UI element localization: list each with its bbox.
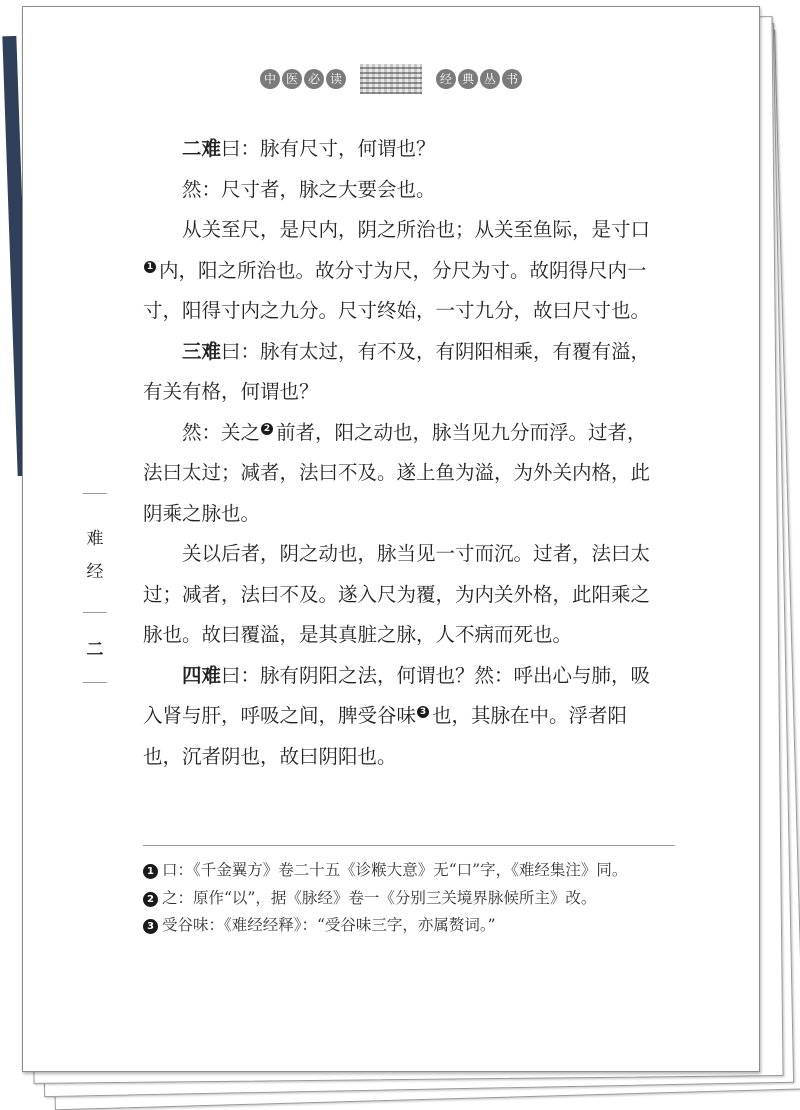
paragraph <box>143 210 663 332</box>
footnotes <box>143 857 677 940</box>
paragraph-text: 从关至尺，是尺内，阴之所治也；从关至鱼际，是寸口 <box>182 218 651 241</box>
footnote-text: 之：原作“以”，据《脉经》卷一《分别三关境界脉候所主》改。 <box>162 888 597 907</box>
side-divider <box>83 493 107 494</box>
series-title-right <box>436 69 522 89</box>
paragraph <box>143 413 663 535</box>
paragraph <box>143 170 663 211</box>
header-char: 书 <box>502 69 522 89</box>
footnote <box>143 912 677 940</box>
paragraph-difficulty-2 <box>143 129 663 170</box>
side-running-title <box>75 493 115 683</box>
series-title-left <box>260 69 346 89</box>
footnote-ref-3[interactable]: 3 <box>417 706 429 718</box>
footnote-ref-1[interactable]: 1 <box>144 261 156 273</box>
section-label: 二难 <box>182 137 222 160</box>
footnote-mark: 2 <box>143 892 158 907</box>
header-char: 丛 <box>480 69 500 89</box>
paragraph-text: 也，其脉在中。浮者阳也，沉者阴也，故曰阴阳也。 <box>143 704 628 768</box>
footnote-mark: 1 <box>143 864 158 879</box>
main-text <box>143 129 663 777</box>
section-label: 三难 <box>182 339 222 363</box>
running-header <box>23 61 759 97</box>
paragraph-difficulty-3 <box>143 332 663 413</box>
paragraph-text: 前者，阳之动也，脉当见九分而浮。过者，法曰太过；减者，法曰不及。遂上鱼为溢，为外关内格，此阴乘之脉也。 <box>143 420 651 525</box>
footnote-mark: 3 <box>143 919 158 934</box>
paragraph-text: 曰：脉有太过，有不及，有阴阳相乘，有覆有溢，有关有格，何谓也？ <box>143 339 651 403</box>
paragraph-text: 然：尺寸者，脉之大要会也。 <box>182 177 436 201</box>
page-number: 二 <box>86 640 104 660</box>
paragraph-text: 然：关之 <box>182 420 261 444</box>
paragraph-text: 内，阳之所治也。故分寸为尺，分尺为寸。故阴得尺内一寸，阳得寸内之九分。尺寸终始，一寸九分，故曰尺寸也。 <box>143 258 651 322</box>
header-seal-logo <box>360 64 422 94</box>
side-divider <box>83 612 107 613</box>
paragraph-text: 曰：脉有阴阳之法，何谓也？然：呼出心与肺，吸入肾与肝，呼吸之间，脾受谷味 <box>143 663 651 727</box>
paragraph-text: 关以后者，阴之动也，脉当见一寸而沉。过者，法曰太过；减者，法曰不及。遂入尺为覆，为内关外格，此阳乘之脉也。故曰覆溢，是其真脏之脉，人不病而死也。 <box>143 542 651 646</box>
side-title-char: 经 <box>86 562 104 582</box>
header-char: 医 <box>282 69 302 89</box>
footnote-divider <box>143 845 675 846</box>
header-char: 典 <box>458 69 478 89</box>
header-char: 读 <box>326 69 346 89</box>
section-label: 四难 <box>182 663 222 687</box>
footnote-text: 受谷味：《难经经释》：“受谷味三字，亦属赘词。” <box>162 916 496 934</box>
footnote-ref-2[interactable]: 2 <box>261 423 273 435</box>
paragraph-text: 曰：脉有尺寸，何谓也？ <box>221 137 436 160</box>
paragraph <box>143 534 663 656</box>
footnote-text: 口：《千金翼方》卷二十五《诊糇大意》无“口”字，《难经集注》同。 <box>162 861 628 879</box>
header-char: 中 <box>260 69 280 89</box>
footnote <box>143 857 677 885</box>
footnote <box>143 885 677 913</box>
side-title-char: 难 <box>86 529 104 549</box>
header-char: 必 <box>304 69 324 89</box>
header-char: 经 <box>436 69 456 89</box>
side-divider <box>83 682 107 683</box>
book-page <box>22 6 760 1072</box>
paragraph-difficulty-4 <box>143 656 663 778</box>
